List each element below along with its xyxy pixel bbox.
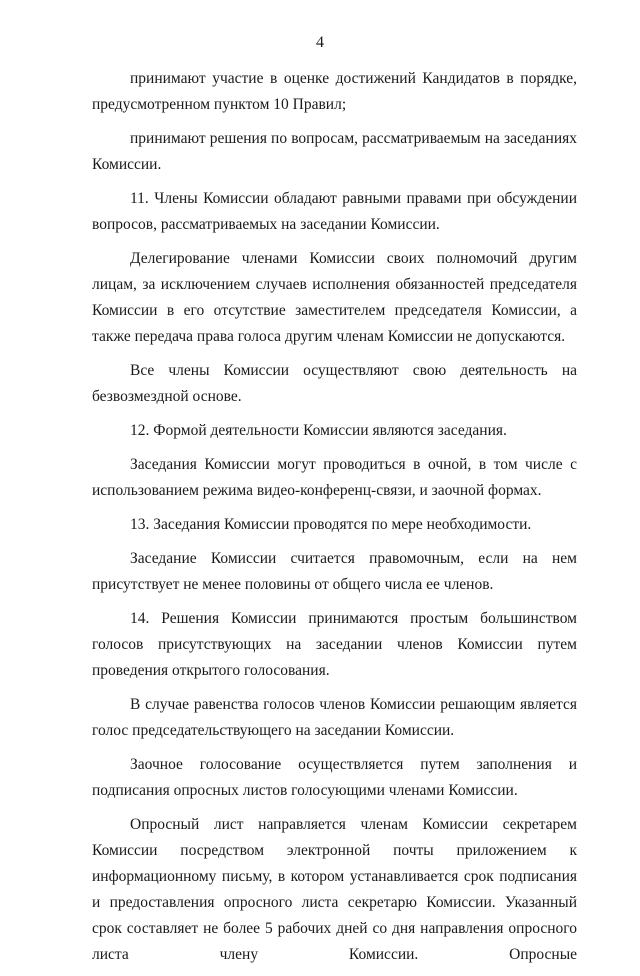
paragraph: принимают решения по вопросам, рассматриваемым на заседаниях Комиссии. — [92, 130, 577, 173]
document-body — [92, 66, 577, 976]
paragraph: Опросный лист направляется членам Комиссии секретарем Комиссии посредством электронной почты приложением к информационному письму, в котором устанавливается срок подписания и предоставления опросного листа секретарю Комиссии. Указанный срок составляет не более 5 рабочих дней со дня направления опросного листа члену Комиссии. Опросные — [92, 816, 577, 963]
paragraph: В случае равенства голосов членов Комиссии решающим является голос председательствующего на заседании Комиссии. — [92, 696, 577, 739]
paragraph: Делегирование членами Комиссии своих полномочий другим лицам, за исключением случаев исполнения обязанностей председателя Комиссии в его отсутствие заместителем председателя Комиссии, а также передача права голоса другим членам Комиссии не допускаются. — [92, 250, 577, 345]
paragraph: принимают участие в оценке достижений Кандидатов в порядке, предусмотренном пунктом 10 Правил; — [92, 70, 577, 113]
paragraph: Все члены Комиссии осуществляют свою деятельность на безвозмездной основе. — [92, 362, 577, 405]
page-number: 4 — [316, 34, 324, 51]
paragraph: Заседание Комиссии считается правомочным, если на нем присутствует не менее половины от общего числа ее членов. — [92, 550, 577, 593]
paragraph: 14. Решения Комиссии принимаются простым большинством голосов присутствующих на заседании членов Комиссии путем проведения открытого голосования. — [92, 610, 577, 679]
paragraph: 13. Заседания Комиссии проводятся по мере необходимости. — [130, 516, 532, 533]
paragraph: Заседания Комиссии могут проводиться в очной, в том числе с использованием режима видео-конференц-связи, и заочной формах. — [92, 456, 577, 499]
paragraph: 11. Члены Комиссии обладают равными правами при обсуждении вопросов, рассматриваемых на заседании Комиссии. — [92, 190, 577, 233]
paragraph: Заочное голосование осуществляется путем заполнения и подписания опросных листов голосующими членами Комиссии. — [92, 756, 577, 799]
paragraph: 12. Формой деятельности Комиссии являются заседания. — [130, 422, 507, 439]
